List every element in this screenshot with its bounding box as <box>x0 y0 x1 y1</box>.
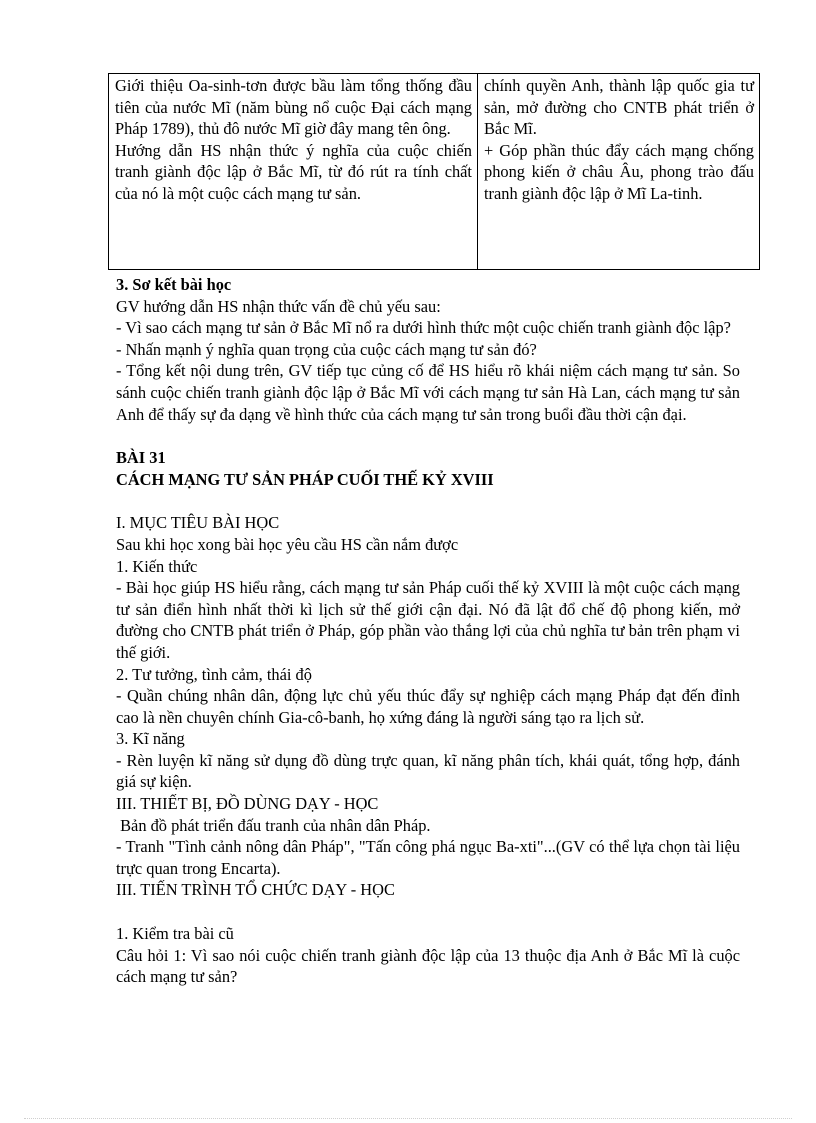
cell-paragraph: + Góp phần thúc đẩy cách mạng chống phong kiến ở châu Âu, phong trào đấu tranh giành độc lập ở Mĩ La-tinh. <box>484 140 754 203</box>
section-heading: III. TIẾN TRÌNH TỔ CHỨC DẠY - HỌC <box>116 880 395 900</box>
list-item: - Nhấn mạnh ý nghĩa quan trọng của cuộc cách mạng tư sản đó? <box>116 339 537 359</box>
table-row <box>109 74 760 270</box>
subsection-heading: 1. Kiến thức <box>116 556 198 576</box>
paragraph: GV hướng dẫn HS nhận thức vấn đề chủ yếu sau: <box>116 296 441 316</box>
paragraph: Sau khi học xong bài học yêu cầu HS cần nắm được <box>116 534 459 554</box>
cell-paragraph: chính quyền Anh, thành lập quốc gia tư sản, mở đường cho CNTB phát triển ở Bắc Mĩ. <box>484 76 754 138</box>
lesson-table <box>108 73 760 270</box>
document-body <box>116 274 740 988</box>
paragraph: - Rèn luyện kĩ năng sử dụng đồ dùng trực quan, kĩ năng phân tích, khái quát, tổng hợp, đánh giá sự kiện. <box>116 750 740 792</box>
paragraph: Câu hỏi 1: Vì sao nói cuộc chiến tranh giành độc lập của 13 thuộc địa Anh ở Bắc Mĩ là cuộc cách mạng tư sản? <box>116 945 740 987</box>
paragraph: Bản đồ phát triển đấu tranh của nhân dân Pháp. <box>116 815 431 835</box>
section-heading: III. THIẾT BỊ, ĐỒ DÙNG DẠY - HỌC <box>116 794 379 814</box>
paragraph: - Quần chúng nhân dân, động lực chủ yếu thúc đẩy sự nghiệp cách mạng Pháp đạt đến đỉnh cao là nền chuyên chính Gia-cô-banh, họ xứng đáng là người sáng tạo ra lịch sử. <box>116 686 740 727</box>
section-heading: 3. Sơ kết bài học <box>116 275 232 294</box>
table-cell-right <box>478 74 760 270</box>
subsection-heading: 1. Kiểm tra bài cũ <box>116 924 234 944</box>
list-item: - Vì sao cách mạng tư sản ở Bắc Mĩ nổ ra dưới hình thức một cuộc chiến tranh giành độc lập? <box>116 318 731 338</box>
lesson-number: BÀI 31 <box>116 448 166 468</box>
cell-paragraph: Giới thiệu Oa-sinh-tơn được bầu làm tổng thống đầu tiên của nước Mĩ (năm bùng nổ cuộc Đại cách mạng Pháp 1789), thủ đô nước Mĩ giờ đây mang tên ông. <box>115 76 472 138</box>
paragraph: - Bài học giúp HS hiểu rằng, cách mạng tư sản Pháp cuối thế kỷ XVIII là một cuộc cách mạng tư sản điển hình nhất thời kì lịch sử thế giới cận đại. Nó đã lật đổ chế độ phong kiến, mở đường cho CNTB phát triển ở Pháp, góp phần vào thắng lợi của chủ nghĩa tư bản trên phạm vi thế giới. <box>116 578 740 662</box>
list-item: - Tổng kết nội dung trên, GV tiếp tục củng cố để HS hiểu rõ khái niệm cách mạng tư sản. So sánh cuộc chiến tranh giành độc lập ở Bắc Mĩ với cách mạng tư sản Hà Lan, cách mạng tư sản Anh để thấy sự đa dạng về hình thức của cách mạng tư sản trong buổi đầu thời cận đại. <box>116 361 740 424</box>
paragraph: - Tranh "Tình cảnh nông dân Pháp", "Tấn công phá ngục Ba-xti"...(GV có thể lựa chọn tài liệu trực quan trong Encarta). <box>116 837 740 878</box>
subsection-heading: 3. Kĩ năng <box>116 729 185 749</box>
page-bottom-divider <box>24 1118 792 1119</box>
subsection-heading: 2. Tư tưởng, tình cảm, thái độ <box>116 664 312 684</box>
cell-paragraph: Hướng dẫn HS nhận thức ý nghĩa của cuộc chiến tranh giành độc lập ở Bắc Mĩ, từ đó rút ra tính chất của nó là một cuộc cách mạng tư sản. <box>115 140 472 203</box>
section-heading: I. MỤC TIÊU BÀI HỌC <box>116 513 280 533</box>
lesson-title: CÁCH MẠNG TƯ SẢN PHÁP CUỐI THẾ KỶ XVIII <box>116 469 494 489</box>
table-cell-left <box>109 74 478 270</box>
